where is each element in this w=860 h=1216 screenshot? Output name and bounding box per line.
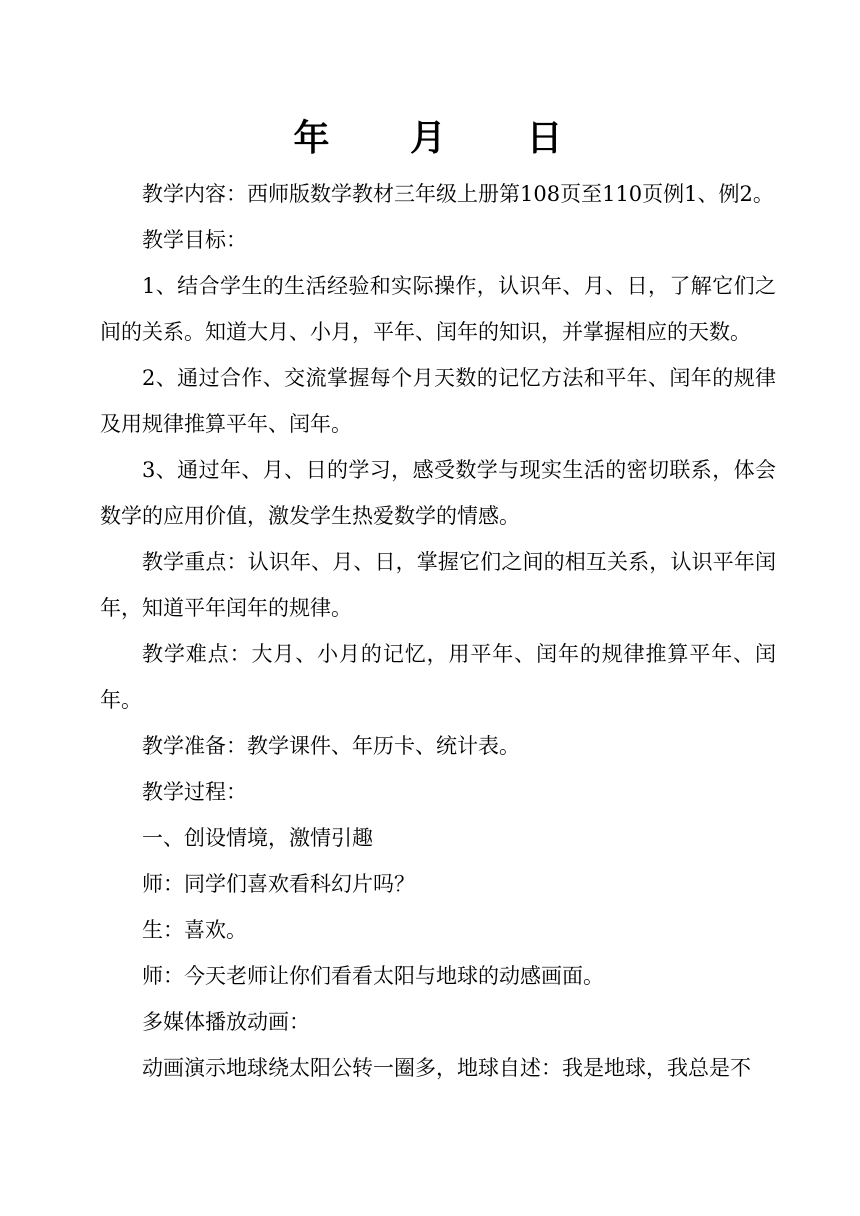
paragraph-multimedia: 多媒体播放动画： xyxy=(142,1010,310,1034)
paragraph-goal-3: 3、通过年、月、日的学习，感受数学与现实生活的密切联系，体会数学的应用价值，激发学生热爱数学的情感。 xyxy=(100,458,776,528)
paragraph-teaching-goals-heading: 教学目标： xyxy=(142,228,247,252)
paragraph-key-points: 教学重点：认识年、月、日，掌握它们之间的相互关系，认识平年闰年，知道平年闰年的规律。 xyxy=(100,550,776,620)
paragraph-goal-2: 2、通过合作、交流掌握每个月天数的记忆方法和平年、闰年的规律及用规律推算平年、闰年。 xyxy=(100,366,776,436)
paragraph-animation: 动画演示地球绕太阳公转一圈多，地球自述：我是地球，我总是不 xyxy=(142,1056,751,1080)
paragraph-teacher-line-1: 师：同学们喜欢看科幻片吗？ xyxy=(142,872,415,896)
paragraph-teaching-content: 教学内容：西师版数学教材三年级上册第108页至110页例1、例2。 xyxy=(142,182,774,206)
paragraph-preparation: 教学准备：教学课件、年历卡、统计表。 xyxy=(142,734,520,758)
paragraph-process-heading: 教学过程： xyxy=(142,780,247,804)
document-body xyxy=(100,171,776,1091)
paragraph-teacher-line-2: 师：今天老师让你们看看太阳与地球的动感画面。 xyxy=(142,964,604,988)
paragraph-section-1-heading: 一、创设情境，激情引趣 xyxy=(142,826,373,850)
paragraph-goal-1: 1、结合学生的生活经验和实际操作，认识年、月、日，了解它们之间的关系。知道大月、小月，平年、闰年的知识，并掌握相应的天数。 xyxy=(100,274,776,344)
document-title: 年 月 日 xyxy=(293,117,597,159)
paragraph-difficulties: 教学难点：大月、小月的记忆，用平年、闰年的规律推算平年、闰年。 xyxy=(100,642,776,712)
paragraph-student-line-1: 生：喜欢。 xyxy=(142,918,247,942)
